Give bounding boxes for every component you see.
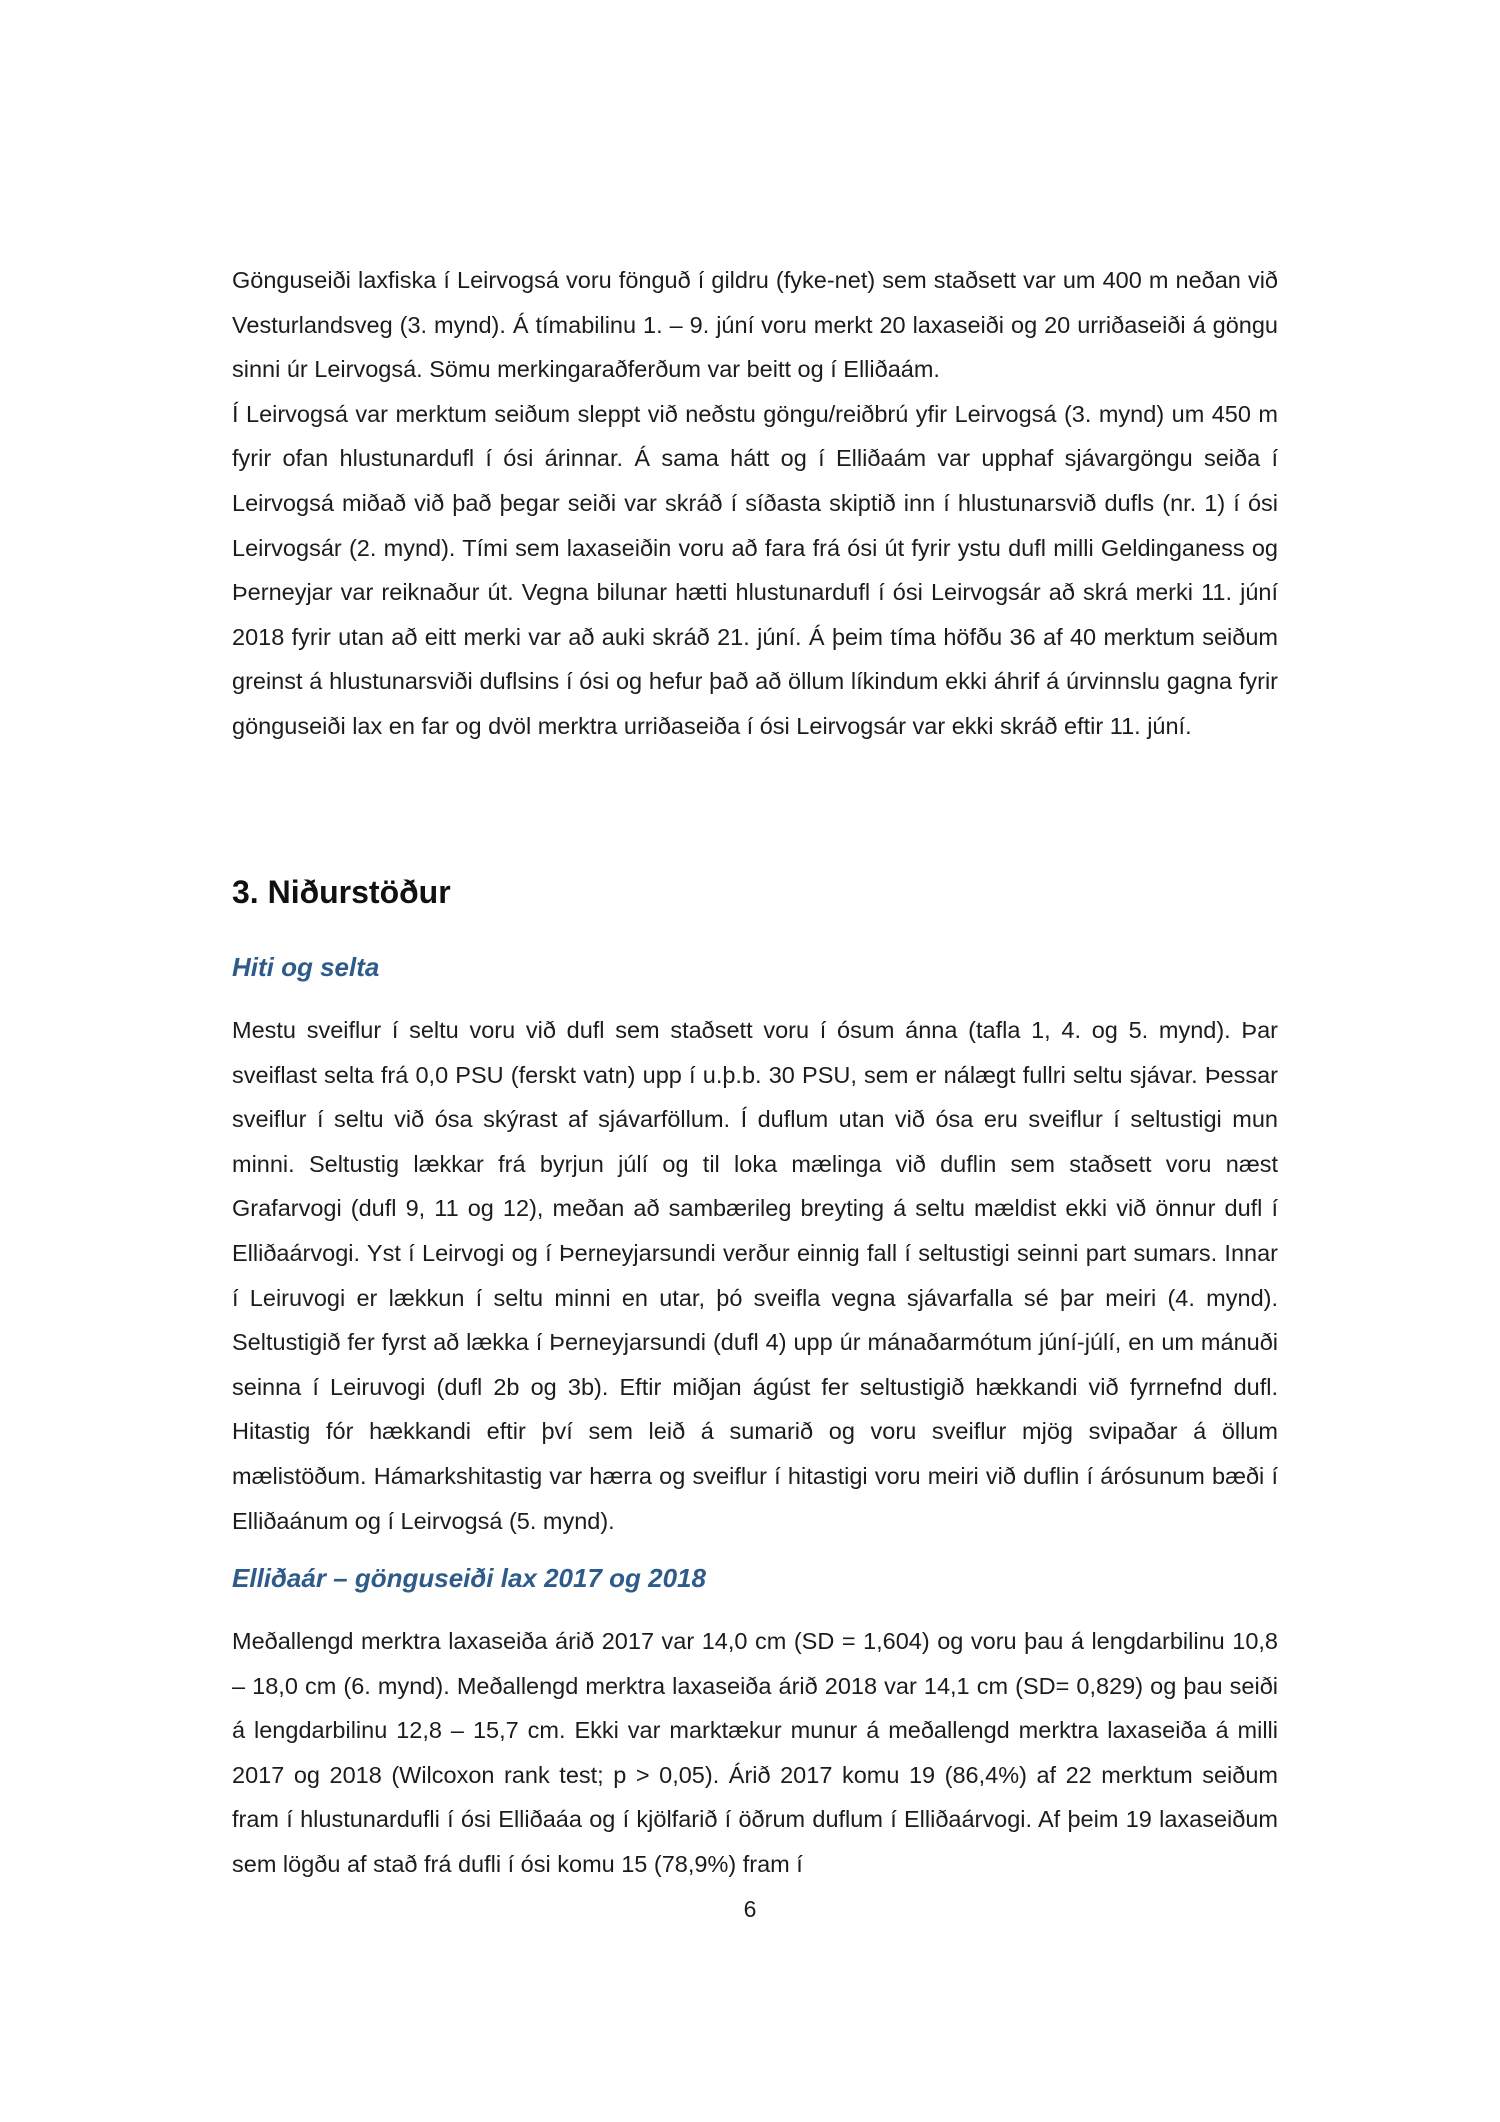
section-heading: 3. Niðurstöður — [232, 874, 451, 910]
paragraph-intro-2: Í Leirvogsá var merktum seiðum sleppt við neðstu göngu/reiðbrú yfir Leirvogsá (3. mynd) um 450 m fyrir ofan hlustunardufl í ósi árinnar. Á sama hátt og í Elliðaám var upphaf sjávargöngu seiða í Leirvogsá miðað við það þegar seiði var skráð í síðasta skiptið inn í hlustunarsvið dufls (nr. 1) í ósi Leirvogsár (2. mynd). Tími sem laxaseiðin voru að fara frá ósi út fyrir ystu dufl milli Geldinganess og Þerneyjar var reiknaður út. Vegna bilunar hætti hlustunardufl í ósi Leirvogsár að skrá merki 11. júní 2018 fyrir utan að eitt merki var að auki skráð 21. júní. Á þeim tíma höfðu 36 af 40 merktum seiðum greinst á hlustunarsviði duflsins í ósi og hefur það að öllum líkindum ekki áhrif á úrvinnslu gagna fyrir gönguseiði lax en far og dvöl merktra urriðaseiða í ósi Leirvogsár var ekki skráð eftir 11. júní. — [232, 400, 1278, 739]
paragraph-hiti-og-selta: Mestu sveiflur í seltu voru við dufl sem staðsett voru í ósum ánna (tafla 1, 4. og 5. mynd). Þar sveiflast selta frá 0,0 PSU (ferskt vatn) upp í u.þ.b. 30 PSU, sem er nálægt fullri seltu sjávar. Þessar sveiflur í seltu við ósa skýrast af sjávarföllum. Í duflum utan við ósa eru sveiflur í seltustigi mun minni. Seltustig lækkar frá byrjun júlí og til loka mælinga við duflin sem staðsett voru næst Grafarvogi (dufl 9, 11 og 12), meðan að sambærileg breyting á seltu mældist ekki við önnur dufl í Elliðaárvogi. Yst í Leirvogi og í Þerneyjarsundi verður einnig fall í seltustigi seinni part sumars. Innar í Leiruvogi er lækkun í seltu minni en utar, þó sveifla vegna sjávarfalla sé þar meiri (4. mynd). Seltustigið fer fyrst að lækka í Þerneyjarsundi (dufl 4) upp úr mánaðarmótum júní-júlí, en um mánuði seinna í Leiruvogi (dufl 2b og 3b). Eftir miðjan ágúst fer seltustigið hækkandi við fyrrnefnd dufl. Hitastig fór hækkandi eftir því sem leið á sumarið og voru sveiflur mjög svipaðar á öllum mælistöðum. Hámarkshitastig var hærra og sveiflur í hitastigi voru meiri við duflin í árósunum bæði í Elliðaánum og í Leirvogsá (5. mynd). — [232, 1017, 1278, 1534]
intro-block — [232, 258, 1278, 749]
page-number: 6 — [743, 1896, 757, 1922]
paragraph-intro-1: Gönguseiði laxfiska í Leirvogsá voru fönguð í gildru (fyke-net) sem staðsett var um 400 m neðan við Vesturlandsveg (3. mynd). Á tímabilinu 1. – 9. júní voru merkt 20 laxaseiði og 20 urriðaseiði á göngu sinni úr Leirvogsá. Sömu merkingaraðferðum var beitt og í Elliðaám. — [232, 267, 1278, 383]
subsection-heading-ellidaar: Elliðaár – gönguseiði lax 2017 og 2018 — [232, 1563, 706, 1593]
subsection-heading-hiti-og-selta: Hiti og selta — [232, 952, 380, 982]
subsection-2-body — [232, 1619, 1278, 1887]
paragraph-ellidaar: Meðallengd merktra laxaseiða árið 2017 var 14,0 cm (SD = 1,604) og voru þau á lengdarbilinu 10,8 – 18,0 cm (6. mynd). Meðallengd merktra laxaseiða árið 2018 var 14,1 cm (SD= 0,829) og þau seiði á lengdarbilinu 12,8 – 15,7 cm. Ekki var marktækur munur á meðallengd merktra laxaseiða á milli 2017 og 2018 (Wilcoxon rank test; p > 0,05). Árið 2017 komu 19 (86,4%) af 22 merktum seiðum fram í hlustunardufli í ósi Elliðaáa og í kjölfarið í öðrum duflum í Elliðaárvogi. Af þeim 19 laxaseiðum sem lögðu af stað frá dufli í ósi komu 15 (78,9%) fram í — [232, 1628, 1278, 1877]
subsection-1-body — [232, 1008, 1278, 1543]
